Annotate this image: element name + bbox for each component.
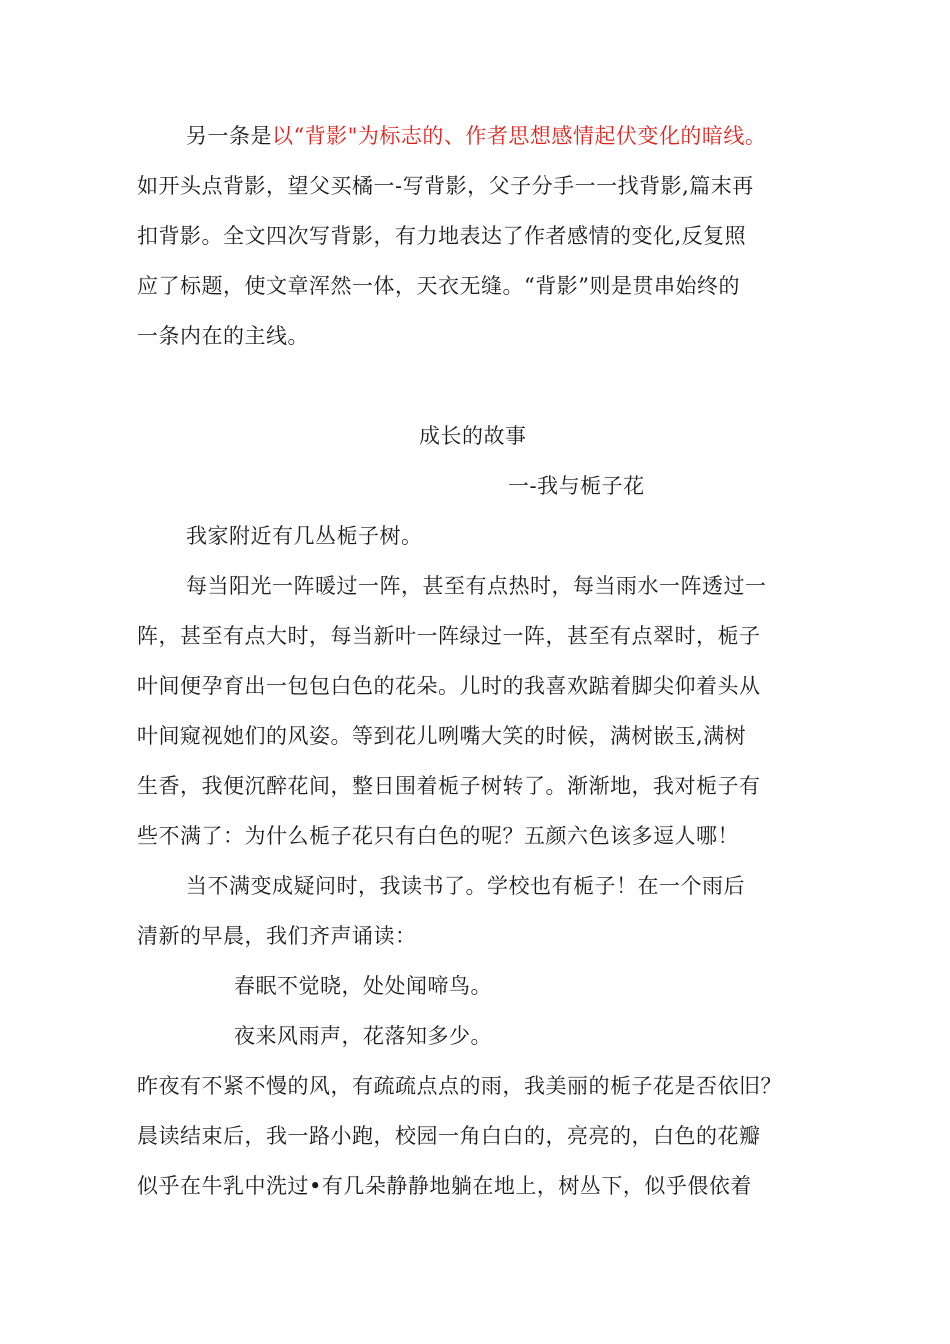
paragraph-line: 晨读结束后，我一路小跑，校园一角白白的，亮亮的，白色的花瓣 — [137, 1124, 761, 1148]
poem-line: 春眠不觉晓，处处闻啼鸟。 — [234, 974, 492, 998]
paragraph-line: 如开头点背影，望父买橘一-写背影，父子分手一一找背影,篇末再 — [137, 174, 754, 198]
poem-line: 夜来风雨声，花落知多少。 — [234, 1024, 492, 1048]
paragraph-line: 似乎在牛乳中洗过•有几朵静静地躺在地上，树丛下，似乎偎依着 — [137, 1174, 752, 1198]
paragraph-line: 一条内在的主线。 — [137, 324, 309, 348]
story-subtitle: 一-我与栀子花 — [508, 474, 645, 498]
paragraph-line: 些不满了：为什么栀子花只有白色的呢？五颜六色该多逗人哪！ — [137, 824, 739, 848]
paragraph-line: 每当阳光一阵暖过一阵，甚至有点热时，每当雨水一阵透过一 — [186, 574, 767, 598]
paragraph-line: 我家附近有几丛栀子树。 — [186, 524, 423, 548]
paragraph-line: 叶间窥视她们的风姿。等到花儿咧嘴大笑的时候，满树嵌玉,满树 — [137, 724, 747, 748]
story-title: 成长的故事 — [419, 424, 527, 448]
paragraph-line: 叶间便孕育出一包包白色的花朵。儿时的我喜欢踮着脚尖仰着头从 — [137, 674, 761, 698]
paragraph-line: 扣背影。全文四次写背影，有力地表达了作者感情的变化,反复照 — [137, 224, 747, 248]
paragraph-line: 生香，我便沉醉花间，整日围着栀子树转了。渐渐地，我对栀子有 — [137, 774, 761, 798]
paragraph-line: 清新的早晨，我们齐声诵读： — [137, 924, 417, 948]
paragraph-text: 另一条是 — [186, 124, 272, 148]
paragraph-line: 昨夜有不紧不慢的风，有疏疏点点的雨，我美丽的栀子花是否依旧？ — [137, 1074, 782, 1098]
highlighted-text: 以“背影"为标志的、作者思想感情起伏变化的暗线。 — [272, 124, 767, 148]
paragraph-line: 应了标题，使文章浑然一体，天衣无缝。“背影”则是贯串始终的 — [137, 274, 740, 298]
paragraph-line: 当不满变成疑问时，我读书了。学校也有栀子！在一个雨后 — [186, 874, 745, 898]
paragraph-line: 阵，甚至有点大时，每当新叶一阵绿过一阵，甚至有点翠时，栀子 — [137, 624, 761, 648]
paragraph-line — [186, 121, 766, 151]
